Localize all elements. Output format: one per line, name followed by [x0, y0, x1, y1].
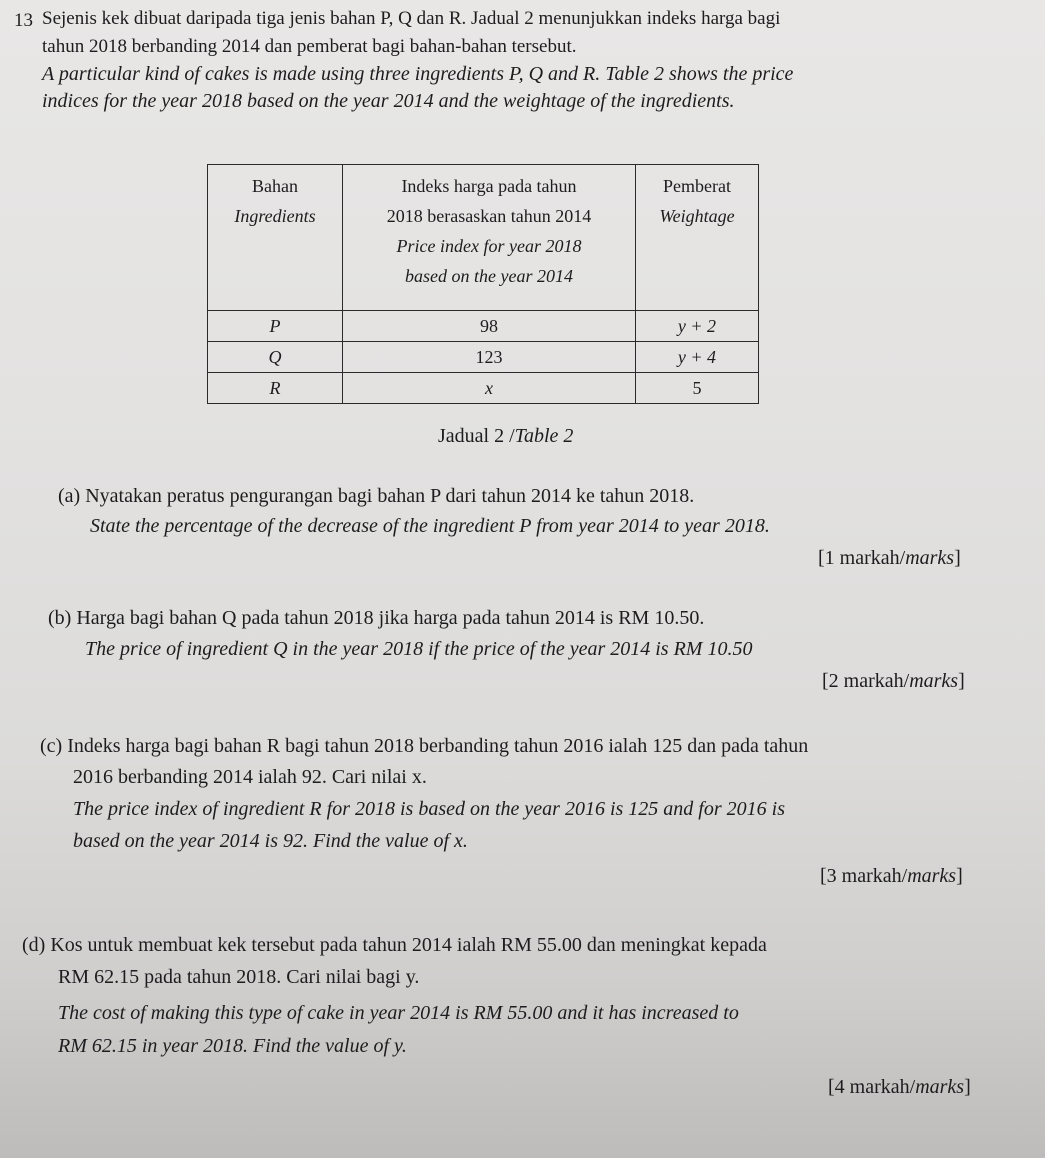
table-row — [208, 373, 759, 404]
intro-english-line-2: indices for the year 2018 based on the year 2014 and the weightage of the ingredients. — [42, 90, 735, 112]
index-cell: 123 — [343, 342, 636, 373]
table-row — [208, 342, 759, 373]
marks-en: marks — [907, 865, 957, 887]
part-c-english-line-2: based on the year 2014 is 92. Find the value of x. — [73, 830, 468, 852]
header-price-index-en-1: Price index for year 2018 — [396, 236, 582, 256]
part-a-malay-text: Nyatakan peratus pengurangan bagi bahan P dari tahun 2014 ke tahun 2018. — [85, 485, 695, 507]
header-ingredients — [208, 165, 343, 311]
header-ingredients-en: Ingredients — [234, 206, 316, 226]
part-d-english-line-1: The cost of making this type of cake in year 2014 is RM 55.00 and it has increased to — [58, 1002, 739, 1024]
header-price-index-ms-1: Indeks harga pada tahun — [401, 176, 577, 196]
part-c-malay-text-1: Indeks harga bagi bahan R bagi tahun 2018 berbanding tahun 2016 ialah 125 dan pada tahun — [67, 735, 809, 757]
marks-en: marks — [915, 1076, 965, 1098]
ingredient-cell: R — [208, 373, 343, 404]
part-d-marks — [828, 1076, 971, 1099]
header-price-index-ms-2: 2018 berasaskan tahun 2014 — [386, 206, 592, 226]
index-cell: 98 — [343, 311, 636, 342]
marks-ms: [1 markah/ — [818, 547, 906, 569]
weightage-cell: y + 2 — [636, 311, 759, 342]
intro-english-line-1: A particular kind of cakes is made using three ingredients P, Q and R. Table 2 shows the price — [42, 63, 794, 85]
intro-malay-line-1: Sejenis kek dibuat daripada tiga jenis bahan P, Q dan R. Jadual 2 menunjukkan indeks harga bagi — [42, 8, 781, 29]
header-ingredients-ms: Bahan — [252, 176, 298, 196]
marks-en: marks — [905, 547, 955, 569]
header-weightage-en: Weightage — [659, 206, 735, 226]
part-b-marks — [822, 670, 965, 693]
part-a-marks — [818, 547, 961, 570]
table-row — [208, 311, 759, 342]
part-c-malay-line-2: 2016 berbanding 2014 ialah 92. Cari nilai x. — [73, 766, 427, 788]
part-b-malay — [48, 607, 704, 630]
marks-en: marks — [909, 670, 959, 692]
ingredient-cell: Q — [208, 342, 343, 373]
part-d-english-line-2: RM 62.15 in year 2018. Find the value of y. — [58, 1035, 407, 1057]
marks-bracket: ] — [958, 670, 965, 692]
part-d-malay-line-2: RM 62.15 pada tahun 2018. Cari nilai bagi y. — [58, 966, 420, 988]
header-price-index — [343, 165, 636, 311]
part-c-marks — [820, 865, 963, 888]
part-d-label: (d) — [22, 934, 46, 956]
ingredient-cell: P — [208, 311, 343, 342]
marks-bracket: ] — [964, 1076, 971, 1098]
marks-bracket: ] — [954, 547, 961, 569]
table-caption-ms: Jadual 2 / — [438, 425, 515, 447]
part-b-label: (b) — [48, 607, 72, 629]
price-index-table — [207, 164, 759, 404]
header-price-index-en-2: based on the year 2014 — [405, 266, 573, 286]
index-cell: x — [343, 373, 636, 404]
table-caption — [438, 425, 573, 448]
marks-bracket: ] — [956, 865, 963, 887]
part-a-malay — [58, 485, 694, 508]
marks-ms: [4 markah/ — [828, 1076, 916, 1098]
table-caption-en: Table 2 — [514, 425, 574, 447]
part-c-malay-line-1 — [40, 735, 808, 758]
marks-ms: [3 markah/ — [820, 865, 908, 887]
intro-malay-line-2: tahun 2018 berbanding 2014 dan pemberat bagi bahan-bahan tersebut. — [42, 36, 577, 57]
part-a-label: (a) — [58, 485, 81, 507]
weightage-cell: 5 — [636, 373, 759, 404]
header-weightage-ms: Pemberat — [663, 176, 731, 196]
question-number: 13 — [14, 10, 33, 31]
part-a-english: State the percentage of the decrease of the ingredient P from year 2014 to year 2018. — [90, 515, 770, 537]
part-d-malay-line-1 — [22, 934, 767, 957]
marks-ms: [2 markah/ — [822, 670, 910, 692]
header-weightage — [636, 165, 759, 311]
part-d-malay-text-1: Kos untuk membuat kek tersebut pada tahun 2014 ialah RM 55.00 dan meningkat kepada — [50, 934, 767, 956]
part-b-malay-text: Harga bagi bahan Q pada tahun 2018 jika harga pada tahun 2014 is RM 10.50. — [76, 607, 705, 629]
part-c-english-line-1: The price index of ingredient R for 2018 is based on the year 2016 is 125 and for 2016 is — [73, 798, 785, 820]
part-c-label: (c) — [40, 735, 63, 757]
part-b-english: The price of ingredient Q in the year 2018 if the price of the year 2014 is RM 10.50 — [85, 638, 753, 660]
weightage-cell: y + 4 — [636, 342, 759, 373]
